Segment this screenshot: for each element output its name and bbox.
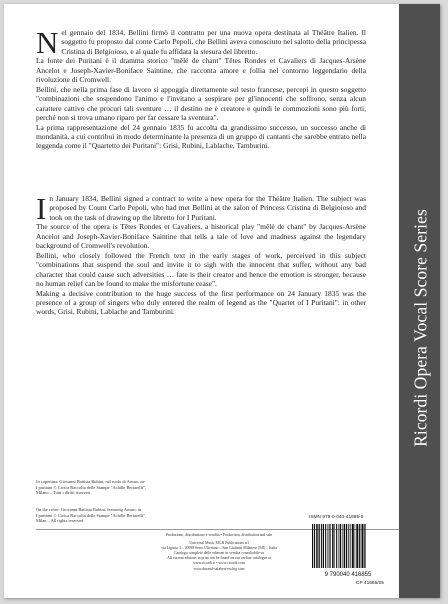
barcode-bar	[314, 524, 315, 568]
english-cover-caption	[36, 507, 211, 524]
barcode-bar	[344, 524, 346, 568]
barcode-bar	[321, 524, 322, 568]
catalog-number: CP 41685/05	[356, 581, 384, 586]
barcode-bar	[327, 524, 328, 568]
caption-line: Milan – All rights reserved	[36, 518, 84, 524]
barcode-bar	[340, 524, 342, 568]
publisher-link[interactable]: www.ricordi.it • www.ricordi.com	[193, 561, 245, 566]
caption-line: On the cover: Giovanni Battista Rubini, featuring Arturo, in	[36, 507, 142, 512]
barcode-digits: 9 790040 416855	[324, 572, 372, 578]
publisher-line: via Liguria 4 – 20098 Sesto Ulteriano – San Giuliano Milanese (MI) – Italia	[161, 546, 277, 551]
publisher-line: Universal Music MGB Publications srl	[189, 541, 249, 546]
publisher-line: Produzione, distribuzione e vendita • Production, distribution and sale	[165, 533, 273, 537]
barcode-bar	[316, 524, 318, 568]
caption-line: Milano – Tutti i diritti riservati	[36, 490, 91, 496]
barcode-bar	[325, 524, 326, 568]
publisher-link[interactable]: www.durand-salabert-eschig.com	[193, 566, 245, 571]
barcode-bar	[334, 524, 335, 568]
caption-line: I puritani © Civica Raccolta delle Stampe "Achille Bertarelli",	[36, 484, 146, 490]
barcode-bar	[342, 524, 343, 568]
publisher-info	[144, 533, 294, 572]
barcode-bar	[364, 524, 365, 568]
caption-line: In copertina: Giovanni Battista Rubini, nel ruolo di Arturo, ne	[36, 479, 145, 484]
english-paragraph-2: The source of the opera is Têtes Rondes et Cavaliers, a historical play "mêlé de chant" by Jacques-Arsène Ancelot and Joseph-Xavier-Boniface Saintine that tells a tale of love and madness against the legendary background of Cromwell's revolution.	[36, 222, 366, 251]
english-text-block	[36, 191, 366, 317]
barcode-bar	[362, 524, 364, 568]
english-paragraph-4: Making a decisive contribution to the huge success of the first performance on 24 January 1835 was the presence of a group of singers who duly entered the realm of legend as the "Quartet of I Puritani": in other words, Grisi, Rubini, Lablache and Tamburini.	[36, 288, 366, 317]
publisher-line: All current editions in print can be found on our on-line catalogue at	[167, 556, 271, 561]
barcode-bar	[330, 524, 331, 568]
series-title: Ricordi Opera Vocal Score Series	[410, 209, 431, 447]
barcode-bar	[356, 524, 358, 568]
english-paragraph-1: In January 1834, Bellini signed a contract to write a new opera for the Théâtre Italien. The subject was proposed by Count Carlo Pepoli, who had met Bellini at the salon of Princess Cristina di Belgioioso and took on the task of drawing up the libretto for I Puritani.	[36, 191, 366, 226]
ismn-label: ISMN 979-0-040-41685-5	[309, 515, 364, 520]
english-paragraph-3: Bellini, who closely followed the French text in the early stages of work, perceived in this subject "combinations that suspend the soul and invite it to sigh with the innocent that suffer, without any bad character that could cause such adversities … fate is their creator and hence the emotion is stronger, because no human relief can be found to make the misfortune cease".	[36, 250, 366, 289]
italian-cover-caption	[36, 479, 211, 496]
barcode-bar	[323, 524, 324, 568]
barcode-bar	[332, 524, 334, 568]
italian-paragraph-2: La fonte dei Puritani è il dramma storico "mêlé de chant" Têtes Rondes et Cavaliers di Jacques-Arsène Ancelot e Joseph-Xavier-Boniface Saintine, che racconta amore e follia nel contorno leggendario della rivoluzione di Cromwell.	[36, 56, 366, 85]
barcode	[309, 522, 387, 578]
barcode-bar	[352, 524, 354, 568]
italian-paragraph-4: La prima rappresentazione del 24 gennaio 1835 fu accolta da grandissimo successo, un successo anche di mondanità, a cui contribuì in modo determinante la presenza di un gruppo di cantanti che sarebbe entrato nella leggenda come il "Quartetto dei Puritani": Grisi, Rubini, Lablache, Tamburini.	[36, 122, 366, 151]
caption-line: I puritani © Civica Raccolta delle Stampe "Achille Bertarelli",	[36, 512, 146, 518]
barcode-bar	[336, 524, 337, 568]
barcode-bar	[348, 524, 349, 568]
barcode-bar	[338, 524, 339, 568]
italian-paragraph-1: Nel gennaio del 1834, Bellini firmò il contratto per una nuova opera destinata al Théâtre Italien. Il soggetto fu proposto dal conte Carlo Pepoli, che Bellini aveva conosciuto nel salotto della principessa Cristina di Belgioioso, e al quale fu affidata la stesura del libretto.	[36, 25, 366, 60]
barcode-bar	[329, 524, 330, 568]
barcode-bar	[319, 524, 320, 568]
back-cover	[4, 4, 440, 598]
barcode-bar	[355, 524, 356, 568]
publisher-line: Catalogo completo delle edizioni in vendita consultabile su	[174, 551, 264, 556]
barcode-bar	[312, 524, 313, 568]
spine	[399, 4, 440, 598]
italian-text-block	[36, 25, 366, 151]
barcode-bar	[346, 524, 347, 568]
barcode-bar	[350, 524, 351, 568]
barcode-bar	[359, 524, 360, 568]
italian-paragraph-3: Bellini, che nella prima fase di lavoro si appoggia direttamente sul testo francese, percepì in questo soggetto "combinazioni che sospendono l'animo e l'invitano a sospirare per gl'innocenti che soffrono, senza alcun carattere cattivo che procuri tali sventure … il destino ne è creatore e quindi le commozioni sono più forti, perché non si trova umano riparo per far cessare la sventura".	[36, 84, 366, 123]
